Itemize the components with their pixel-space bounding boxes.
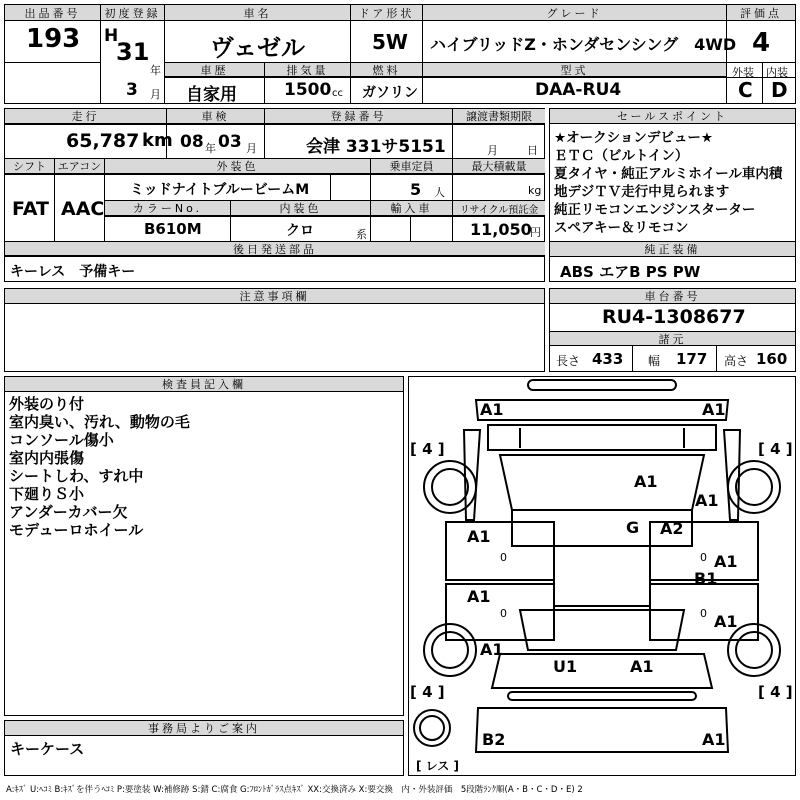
- model-label: 型式: [423, 63, 726, 77]
- exterior-label: 外装: [732, 66, 754, 79]
- ext-color-label: 外装色: [105, 159, 370, 174]
- history: 自家用: [186, 85, 237, 105]
- sales-point: 夏タイヤ・純正アルミホイール車内積: [554, 166, 783, 182]
- damage-mark: A1: [480, 400, 504, 419]
- car-outline: [409, 377, 795, 775]
- sales-point: 地デジＴＶ走行中見られます: [554, 184, 730, 200]
- recycle-label: リサイクル預託金: [453, 201, 545, 216]
- door-type: 5W: [372, 30, 408, 54]
- chassis-number: RU4-1308677: [602, 306, 746, 328]
- chassis-label: 車台番号: [550, 289, 795, 304]
- ext-color: ミッドナイトブルービームM: [130, 182, 310, 198]
- shift-label: シフト: [5, 159, 54, 174]
- sales-point: 純正リモコンエンジンスターター: [554, 202, 756, 218]
- first-reg-year: 31: [116, 38, 150, 66]
- damage-mark: A1: [702, 400, 726, 419]
- note-line: コンソール傷小: [9, 431, 114, 449]
- panel-zero: 0: [700, 607, 707, 620]
- transfer-day-unit: 日: [527, 144, 538, 157]
- damage-mark: A1: [467, 527, 491, 546]
- reg-number: 会津 331サ5151: [306, 137, 446, 157]
- later-parts: キーレス 予備キー: [10, 264, 136, 280]
- width: 177: [676, 350, 708, 368]
- specs-label: 諸元: [550, 332, 795, 346]
- year-unit: 年: [150, 64, 161, 77]
- transfer-label: 譲渡書類期限: [453, 109, 545, 124]
- mileage-label: 走行: [5, 109, 166, 124]
- max-load-label: 最大積載量: [453, 159, 545, 174]
- damage-mark: A2: [660, 519, 684, 538]
- recycle-fee: 11,050: [470, 220, 532, 239]
- int-color: クロ: [286, 223, 314, 239]
- note-line: シートしわ、すれ中: [9, 467, 144, 485]
- inspection-month-unit: 月: [246, 142, 257, 155]
- air-conditioner: AAC: [61, 198, 105, 220]
- damage-mark: A1: [480, 640, 504, 659]
- damage-mark: A1: [714, 552, 738, 571]
- note-line: 外装のり付: [9, 395, 85, 413]
- inspector-notes: [9, 395, 190, 539]
- first-reg-month: 3: [126, 80, 138, 100]
- sales-point: スペアキー＆リモコン: [554, 220, 689, 236]
- note-line: アンダーカバー欠: [9, 503, 128, 521]
- damage-mark: A1: [702, 730, 726, 749]
- mileage: 65,787: [66, 130, 140, 152]
- grade: ハイブリッドZ・ホンダセンシング 4WD: [430, 35, 737, 54]
- damage-mark: A1: [714, 612, 738, 631]
- displacement: 1500: [284, 80, 332, 100]
- score-label: 評価点: [727, 5, 795, 21]
- tire-depth: [ 4 ]: [758, 440, 793, 458]
- first-reg-label: 初度登録: [101, 5, 164, 21]
- length: 433: [592, 350, 624, 368]
- sales-points-label: セールスポイント: [550, 109, 795, 124]
- damage-mark: U1: [553, 657, 578, 676]
- inspection-label: 車検: [167, 109, 264, 124]
- recycle-unit: 円: [530, 226, 541, 239]
- legend: A:ｷｽﾞ U:ﾍｺﾐ B:ｷｽﾞを伴うﾍｺﾐ P:要塗装 W:補修跡 S:錆 C:腐食 G:ﾌﾛﾝﾄｶﾞﾗｽ点ｷｽﾞ XX:交換済み X:要交換 内・外装評価 5段階ﾗﾝｸ順(A・B・C・D・E) 2: [6, 785, 583, 795]
- equipment-label: 純正装備: [550, 242, 795, 257]
- sales-point: ★オークションデビュー★: [554, 130, 713, 146]
- damage-mark: A1: [630, 657, 654, 676]
- inspection-year-unit: 年: [205, 142, 216, 155]
- caution-label: 注意事項欄: [5, 289, 544, 304]
- panel-zero: 0: [500, 551, 507, 564]
- spare-tire: [ レス ]: [416, 759, 459, 773]
- grade-label: グレード: [423, 5, 726, 21]
- height: 160: [756, 350, 788, 368]
- era-letter: H: [104, 26, 119, 46]
- displacement-unit: cc: [332, 88, 343, 99]
- equipment: ABS エアB PS PW: [560, 263, 701, 281]
- sales-point: ＥＴＣ（ビルトイン）: [554, 148, 689, 164]
- later-parts-label: 後日発送部品: [5, 242, 545, 256]
- fuel-label: 燃料: [351, 63, 422, 77]
- history-label: 車歴: [165, 63, 264, 77]
- note-line: 下廻りＳ小: [9, 485, 85, 503]
- interior-label: 内装: [766, 66, 788, 79]
- int-color-unit: 系: [356, 228, 367, 241]
- damage-mark: B1: [694, 569, 718, 588]
- int-color-label: 内装色: [231, 201, 370, 216]
- office-label: 事務局よりご案内: [5, 721, 403, 736]
- door-label: ドア形状: [351, 5, 422, 21]
- panel-zero: 0: [700, 551, 707, 564]
- fuel: ガソリン: [362, 85, 418, 101]
- inspector-label: 検査員記入欄: [5, 377, 403, 392]
- damage-mark: A1: [695, 491, 719, 510]
- transfer-month-unit: 月: [487, 144, 498, 157]
- mileage-unit: km: [142, 130, 173, 151]
- capacity-label: 乗車定員: [371, 159, 452, 174]
- length-label: 長さ: [556, 354, 581, 368]
- panel-zero: 0: [500, 607, 507, 620]
- height-label: 高さ: [724, 354, 749, 368]
- note-line: モデューロホイール: [9, 521, 144, 539]
- damage-mark: A1: [467, 587, 491, 606]
- sales-points-list: [554, 129, 782, 237]
- tire-depth: [ 4 ]: [758, 683, 793, 701]
- car-name-label: 車名: [165, 5, 350, 21]
- inspection-year: 08: [180, 132, 204, 152]
- reg-no-label: 登録番号: [265, 109, 452, 124]
- car-name: ヴェゼル: [210, 34, 306, 62]
- score: 4: [752, 28, 771, 58]
- capacity: 5: [410, 180, 422, 199]
- lot-label: 出品番号: [5, 5, 100, 21]
- office-text: キーケース: [10, 740, 85, 758]
- ac-label: エアコン: [55, 159, 104, 174]
- lot-number: 193: [26, 24, 81, 54]
- damage-mark: B2: [482, 730, 506, 749]
- color-no: B610M: [144, 220, 202, 238]
- exterior-grade: C: [738, 78, 753, 102]
- color-no-label: カラーNo.: [105, 201, 230, 216]
- tire-depth: [ 4 ]: [410, 683, 445, 701]
- note-line: 室内内張傷: [9, 449, 85, 467]
- interior-grade: D: [771, 78, 788, 102]
- width-label: 幅: [648, 354, 661, 368]
- damage-mark: A1: [634, 472, 658, 491]
- shift: FAT: [12, 198, 49, 220]
- note-line: 室内臭い、汚れ、動物の毛: [9, 413, 190, 431]
- month-unit: 月: [150, 88, 161, 101]
- import-label: 輸入車: [371, 201, 452, 216]
- damage-mark: G: [626, 518, 640, 537]
- tire-depth: [ 4 ]: [410, 440, 445, 458]
- model: DAA-RU4: [535, 80, 622, 100]
- capacity-unit: 人: [434, 186, 445, 199]
- displacement-label: 排気量: [265, 63, 350, 77]
- inspection-month: 03: [218, 132, 242, 152]
- max-load-unit: kg: [528, 184, 542, 197]
